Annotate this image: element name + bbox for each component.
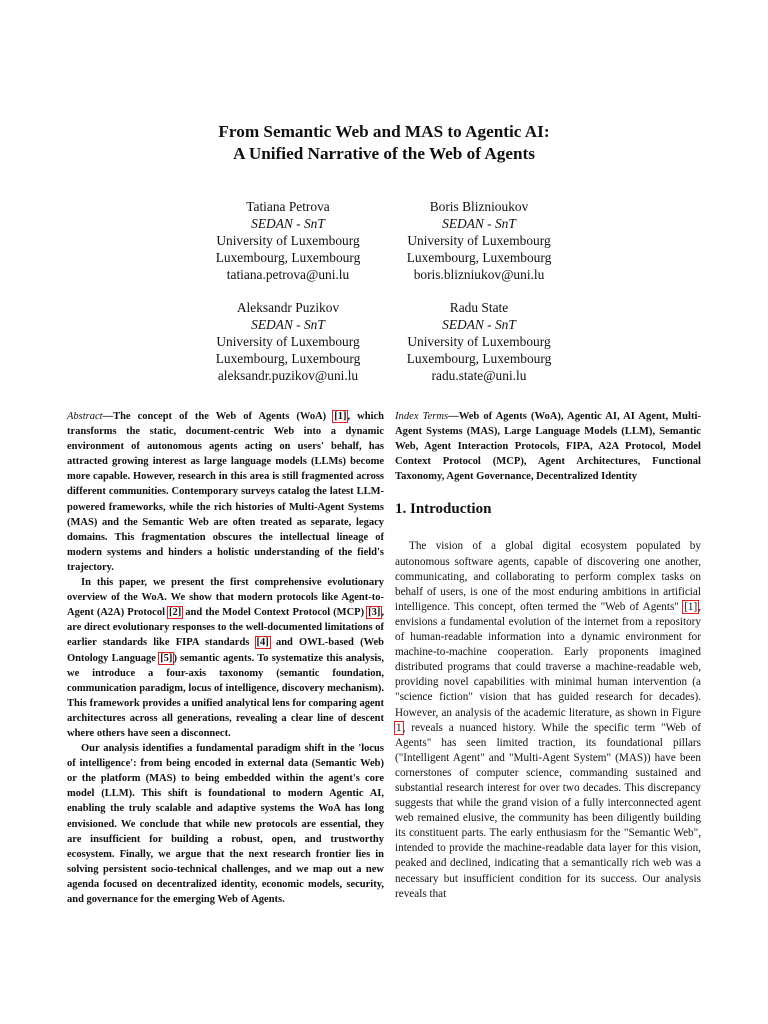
intro-text: , envisions a fundamental evolution of the internet from a repository of human-readable information into a dynamic environment for machine-to-machine cooperation. Early proponents imagined distributed programs that could traverse a machine-readable web, providing novel capabilities with minimal human intervention (a "science fiction" vision that has guided research for decades). However, an analysis of the academic literature, as shown in Figure	[395, 600, 701, 719]
author-name: Tatiana Petrova	[246, 199, 330, 214]
abstract-text: , which transforms the static, document-centric Web into a dynamic environment of autonomous agents acting on users' behalf, has attracted growing interest as large language models (LLMs) become more capable. However, research in this area is still fragmented across different communities. Contemporary surveys catalog the latest LLM-powered frameworks, while the rich histories of Multi-Agent Systems (MAS) and the Semantic Web are often treated as separate, legacy domains. This fragmentation obscures the intellectual lineage of modern systems and hinders a holistic understanding of the field's trajectory.	[67, 411, 385, 573]
abstract-text: ) semantic agents. To systematize this analysis, we introduce a four-axis taxonomy (semantic foundation, communication paradigm, locus of intelligence, discovery mechanism). This framework provides a unified analytical lens for comparing agent architectures across all generations, revealing a clear line of descent where others have seen a disconnect.	[67, 652, 385, 739]
author-affiliation: SEDAN - SnT	[442, 317, 516, 332]
author-university: University of Luxembourg	[407, 233, 551, 248]
abstract-paragraph-2	[67, 575, 384, 741]
figure-link[interactable]: 1	[396, 721, 402, 734]
intro-text: , reveals a nuanced history. While the specific term "Web of Agents" has seen limited traction, its foundational pillars ("Intelligent Agent" and "Multi-Agent System" (MAS)) have been cornerstones of computer science, commanding sustained and substantial research interest for over two decades. This discrepancy suggests that while the grand vision of a fully interconnected agent web remained elusive, the community has been diligently building its constituent parts. The early enthusiasm for the "Semantic Web", intended to provide the machine-readable data layer for this vision, peaked and declined, indicating that a semantically rich web was a necessary but insufficient condition for its success. Our analysis reveals that	[395, 721, 701, 900]
abstract-paragraph-1	[67, 409, 384, 575]
right-column	[395, 409, 701, 902]
abstract-paragraph-3: Our analysis identifies a fundamental paradigm shift in the 'locus of intelligence': from being encoded in external data (Semantic Web) or the platform (MAS) to being embedded within the agent's core model (LLM). This shift is foundational to modern Agentic AI, enabling the truly scalable and adaptive systems the WoA has long envisioned. We conclude that while new protocols are essential, they are insufficient for building a robust, open, and trustworthy ecosystem. Finally, we argue that the next research frontier lies in solving persistent socio-technical challenges, and we map out a new agenda focused on decentralized identity, economic models, security, and governance for the emerging Web of Agents.	[67, 743, 384, 905]
author-affiliation: SEDAN - SnT	[251, 216, 325, 231]
author-location: Luxembourg, Luxembourg	[215, 250, 361, 265]
citation-link[interactable]: [1]	[684, 600, 698, 613]
author-university: University of Luxembourg	[216, 334, 360, 349]
abstract-text: and the Model Context Protocol (MCP)	[182, 607, 368, 619]
citation-link[interactable]: [1]	[334, 411, 347, 422]
author-university: University of Luxembourg	[407, 334, 551, 349]
citation-link[interactable]: [3]	[368, 607, 381, 619]
introduction-paragraph	[395, 539, 701, 901]
author-location: Luxembourg, Luxembourg	[406, 250, 552, 265]
author-email: boris.blizniukov@uni.lu	[413, 267, 545, 282]
title-line-2: A Unified Narrative of the Web of Agents	[233, 144, 535, 163]
citation-link[interactable]: [4]	[256, 637, 269, 649]
author-location: Luxembourg, Luxembourg	[215, 351, 361, 366]
author-location: Luxembourg, Luxembourg	[406, 351, 552, 366]
author-affiliation: SEDAN - SnT	[442, 216, 516, 231]
author-name: Radu State	[449, 300, 509, 315]
abstract-label: Abstract	[67, 411, 103, 422]
abstract-column	[67, 409, 384, 907]
intro-text: The vision of a global digital ecosystem populated by autonomous software agents, capable of discovering one another, communicating, and collaborating to perform complex tasks on behalf of users, is one of the most enduring ambitions in artificial intelligence. This concept, often termed the "Web of Agents"	[395, 540, 701, 613]
author-affiliation: SEDAN - SnT	[251, 317, 325, 332]
author-email: radu.state@uni.lu	[431, 368, 527, 383]
abstract-text: and OWL-based (Web Ontology Language	[67, 637, 384, 664]
abstract-text: In this paper, we present the first comprehensive evolutionary overview of the WoA. We show that modern protocols like Agent-to-Agent (A2A) Protocol	[67, 577, 384, 619]
author-block-2	[359, 198, 599, 283]
index-terms-text: —Web of Agents (WoA), Agentic AI, AI Agent, Multi-Agent Systems (MAS), Large Language Models (LLM), Semantic Web, Agent Interaction Protocols, FIPA, A2A Protocol, Model Context Protocol (MCP), Agent Architectures, Functional Taxonomy, Agent Governance, Decentralized Identity	[395, 411, 701, 483]
abstract-text: —The concept of the Web of Agents (WoA)	[102, 411, 334, 422]
author-email: aleksandr.puzikov@uni.lu	[217, 368, 359, 383]
abstract-text: , are direct evolutionary responses to the well-documented limitations of earlier standards like FIPA standards	[67, 607, 384, 649]
author-name: Aleksandr Puzikov	[236, 300, 340, 315]
author-name: Boris Bliznioukov	[429, 199, 529, 214]
author-university: University of Luxembourg	[216, 233, 360, 248]
author-block-4	[359, 299, 599, 384]
paper-title	[0, 121, 768, 165]
index-terms	[395, 409, 701, 484]
citation-link[interactable]: [2]	[169, 607, 182, 619]
citation-link[interactable]: [5]	[160, 652, 173, 664]
section-heading-introduction: 1. Introduction	[395, 501, 492, 518]
author-email: tatiana.petrova@uni.lu	[226, 267, 350, 282]
index-terms-label: Index Terms	[395, 411, 449, 422]
title-line-1: From Semantic Web and MAS to Agentic AI:	[218, 122, 550, 141]
